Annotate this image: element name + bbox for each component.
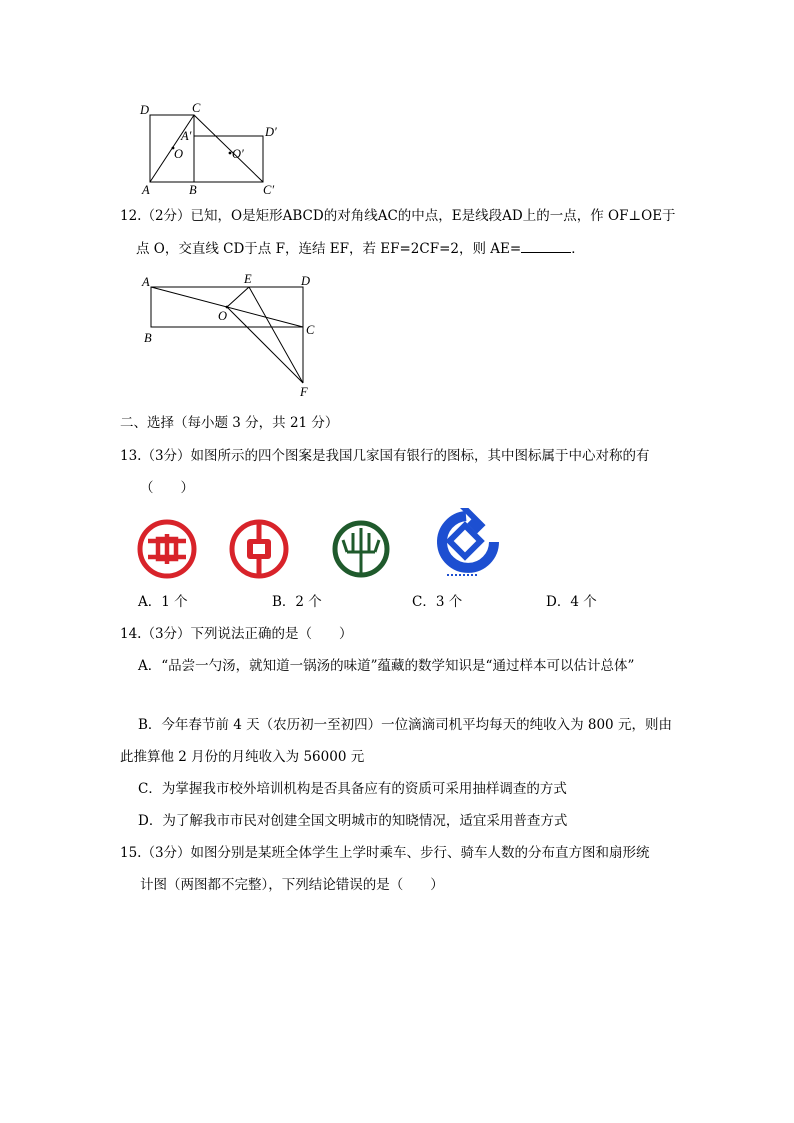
q14-stem: 14.（3分）下列说法正确的是（ ）	[120, 626, 353, 642]
q13-line2: （ ）	[140, 480, 194, 496]
fig2-label-O: O	[218, 309, 228, 323]
fig2-label-B: B	[144, 331, 152, 345]
q13-option-d: D．4 个	[546, 594, 597, 610]
q12-line2-text: 点 O，交直线 CD于点 F，连结 EF，若 EF=2CF=2，则 AE=	[136, 241, 522, 257]
fig2-label-E: E	[244, 272, 252, 286]
fig2-label-C: C	[306, 323, 315, 337]
q14-option-b-line2: 此推算他 2 月份的月纯收入为 56000 元	[120, 749, 365, 765]
figure-rectangle-abcd	[138, 270, 328, 400]
q13-line1: 13.（3分）如图所示的四个图案是我国几家国有银行的图标，其中图标属于中心对称的有	[120, 448, 650, 464]
fig1-label-O-prime: O′	[232, 147, 244, 161]
abc-logo-icon	[330, 518, 392, 580]
q12-answer-blank	[521, 239, 571, 253]
icbc-logo-icon	[136, 518, 198, 580]
q14-option-c: C．为掌握我市校外培训机构是否具备应有的资质可采用抽样调查的方式	[138, 781, 567, 797]
fig1-label-O: O	[174, 147, 184, 161]
boc-logo-icon	[228, 518, 290, 580]
q13-option-a: A．1 个	[138, 594, 188, 610]
figure-rotated-rectangles	[135, 100, 285, 198]
q15-line1: 15.（3分）如图分别是某班全体学生上学时乘车、步行、骑车人数的分布直方图和扇形统	[120, 845, 650, 861]
fig1-label-D-prime: D′	[265, 125, 277, 139]
fig1-label-A: A	[142, 183, 150, 197]
fig1-label-A-prime: A′	[181, 129, 192, 143]
q14-option-d: D．为了解我市市民对创建全国文明城市的知晓情况，适宜采用普查方式	[138, 813, 568, 829]
fig1-label-C-prime: C′	[263, 183, 275, 197]
q12-line2	[136, 239, 585, 258]
q12-line2-end: ．	[571, 241, 585, 257]
q14-option-b-line1: B．今年春节前 4 天（农历初一至初四）一位滴滴司机平均每天的纯收入为 800 元，则由	[138, 717, 672, 733]
fig2-label-A: A	[142, 275, 150, 289]
fig1-label-D: D	[140, 103, 150, 117]
q12-line1: 12.（2分）已知，O是矩形ABCD的对角线AC的中点，E是线段AD上的一点，作 OF⊥OE于	[120, 208, 676, 224]
fig2-label-F: F	[300, 385, 308, 399]
fig2-label-D: D	[301, 274, 311, 288]
fig1-label-B: B	[189, 183, 197, 197]
fig1-label-C: C	[192, 101, 201, 115]
section-2-title: 二、选择（每小题 3 分，共 21 分）	[120, 415, 339, 431]
q13-option-b: B．2 个	[272, 594, 322, 610]
q13-option-c: C．3 个	[412, 594, 463, 610]
ccb-logo-icon	[432, 508, 502, 580]
q14-option-a: A．“品尝一勺汤，就知道一锅汤的味道”蕴藏的数学知识是“通过样本可以估计总体”	[138, 658, 635, 674]
q15-line2: 计图（两图都不完整），下列结论错误的是（ ）	[140, 877, 444, 893]
